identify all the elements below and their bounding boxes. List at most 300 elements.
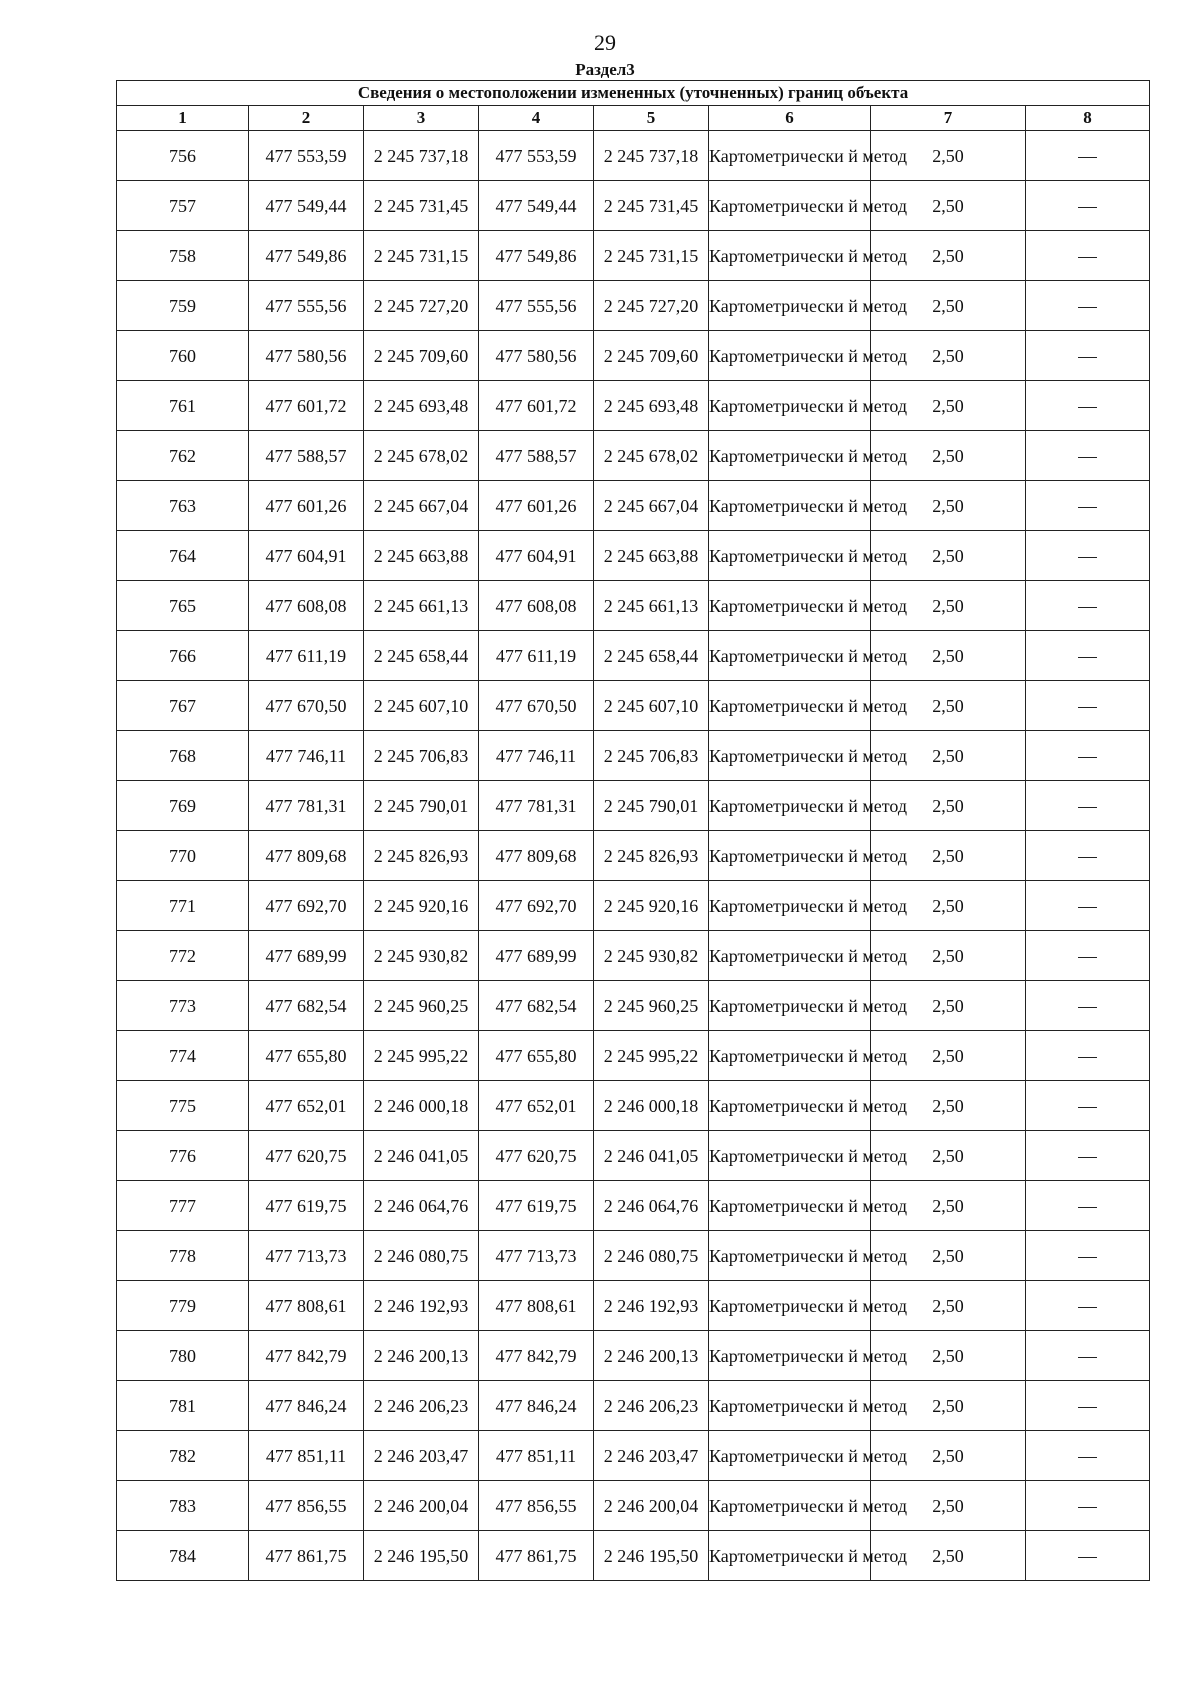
table-row (117, 1431, 1150, 1481)
table-row (117, 581, 1150, 631)
table-row (117, 531, 1150, 581)
method-cell: Картометрически й метод (709, 1031, 871, 1081)
dash-mark (1078, 457, 1097, 458)
method-cell: Картометрически й метод (709, 281, 871, 331)
refined-y-cell: 2 246 203,47 (594, 1431, 709, 1481)
dash-mark (1078, 1057, 1097, 1058)
method-cell: Картометрически й метод (709, 931, 871, 981)
refined-y-cell: 2 245 737,18 (594, 131, 709, 181)
dash-mark (1078, 1207, 1097, 1208)
note-cell (1026, 181, 1150, 231)
existing-x-cell: 477 553,59 (249, 131, 364, 181)
column-number-header: 8 (1026, 106, 1150, 131)
column-number-header: 5 (594, 106, 709, 131)
note-cell (1026, 1031, 1150, 1081)
table-row (117, 831, 1150, 881)
point-number-cell: 768 (117, 731, 249, 781)
table-row (117, 1531, 1150, 1581)
refined-y-cell: 2 245 706,83 (594, 731, 709, 781)
table-row (117, 1031, 1150, 1081)
dash-mark (1078, 857, 1097, 858)
table-row (117, 731, 1150, 781)
refined-x-cell: 477 620,75 (479, 1131, 594, 1181)
table-row (117, 1331, 1150, 1381)
method-cell: Картометрически й метод (709, 431, 871, 481)
existing-y-cell: 2 245 790,01 (364, 781, 479, 831)
point-number-cell: 775 (117, 1081, 249, 1131)
existing-y-cell: 2 246 064,76 (364, 1181, 479, 1231)
note-text (1097, 1146, 1098, 1147)
note-cell (1026, 531, 1150, 581)
method-cell: Картометрически й метод (709, 681, 871, 731)
existing-x-cell: 477 588,57 (249, 431, 364, 481)
note-cell (1026, 881, 1150, 931)
method-cell: Картометрически й метод (709, 781, 871, 831)
dash-mark (1078, 957, 1097, 958)
point-number-cell: 784 (117, 1531, 249, 1581)
method-cell: Картометрически й метод (709, 1181, 871, 1231)
method-cell: Картометрически й метод (709, 1531, 871, 1581)
refined-y-cell: 2 246 064,76 (594, 1181, 709, 1231)
refined-y-cell: 2 245 727,20 (594, 281, 709, 331)
existing-x-cell: 477 808,61 (249, 1281, 364, 1331)
note-cell (1026, 731, 1150, 781)
refined-y-cell: 2 245 661,13 (594, 581, 709, 631)
note-cell (1026, 1331, 1150, 1381)
accuracy-cell: 2,50 (871, 1281, 1026, 1331)
dash-mark (1078, 757, 1097, 758)
existing-x-cell: 477 856,55 (249, 1481, 364, 1531)
existing-y-cell: 2 246 203,47 (364, 1431, 479, 1481)
table-row (117, 281, 1150, 331)
dash-mark (1078, 1457, 1097, 1458)
table-row (117, 181, 1150, 231)
existing-y-cell: 2 245 920,16 (364, 881, 479, 931)
point-number-cell: 764 (117, 531, 249, 581)
point-number-cell: 772 (117, 931, 249, 981)
refined-y-cell: 2 245 663,88 (594, 531, 709, 581)
dash-mark (1078, 557, 1097, 558)
refined-x-cell: 477 601,72 (479, 381, 594, 431)
accuracy-cell: 2,50 (871, 631, 1026, 681)
existing-y-cell: 2 245 960,25 (364, 981, 479, 1031)
refined-x-cell: 477 682,54 (479, 981, 594, 1031)
refined-x-cell: 477 861,75 (479, 1531, 594, 1581)
refined-y-cell: 2 245 731,15 (594, 231, 709, 281)
existing-x-cell: 477 549,44 (249, 181, 364, 231)
note-text (1097, 1446, 1098, 1447)
note-text (1097, 1296, 1098, 1297)
existing-x-cell: 477 670,50 (249, 681, 364, 731)
point-number-cell: 776 (117, 1131, 249, 1181)
refined-y-cell: 2 245 658,44 (594, 631, 709, 681)
note-cell (1026, 481, 1150, 531)
accuracy-cell: 2,50 (871, 1531, 1026, 1581)
dash-mark (1078, 1257, 1097, 1258)
point-number-cell: 769 (117, 781, 249, 831)
point-number-cell: 782 (117, 1431, 249, 1481)
table-body (117, 131, 1150, 1581)
refined-x-cell: 477 746,11 (479, 731, 594, 781)
point-number-cell: 766 (117, 631, 249, 681)
note-cell (1026, 981, 1150, 1031)
note-cell (1026, 131, 1150, 181)
refined-x-cell: 477 851,11 (479, 1431, 594, 1481)
method-cell: Картометрически й метод (709, 331, 871, 381)
note-cell (1026, 1481, 1150, 1531)
accuracy-cell: 2,50 (871, 1031, 1026, 1081)
point-number-cell: 781 (117, 1381, 249, 1431)
existing-y-cell: 2 245 731,15 (364, 231, 479, 281)
column-number-header: 2 (249, 106, 364, 131)
table-row (117, 931, 1150, 981)
existing-x-cell: 477 619,75 (249, 1181, 364, 1231)
table-row (117, 381, 1150, 431)
point-number-cell: 762 (117, 431, 249, 481)
point-number-cell: 759 (117, 281, 249, 331)
note-text (1097, 546, 1098, 547)
refined-x-cell: 477 608,08 (479, 581, 594, 631)
existing-x-cell: 477 601,72 (249, 381, 364, 431)
existing-y-cell: 2 246 200,13 (364, 1331, 479, 1381)
refined-x-cell: 477 580,56 (479, 331, 594, 381)
boundary-coordinates-table (116, 80, 1150, 1581)
note-text (1097, 646, 1098, 647)
method-cell: Картометрически й метод (709, 1131, 871, 1181)
note-text (1097, 1546, 1098, 1547)
note-cell (1026, 1081, 1150, 1131)
point-number-cell: 761 (117, 381, 249, 431)
method-cell: Картометрически й метод (709, 231, 871, 281)
existing-y-cell: 2 246 200,04 (364, 1481, 479, 1531)
note-cell (1026, 1131, 1150, 1181)
refined-x-cell: 477 555,56 (479, 281, 594, 331)
note-text (1097, 296, 1098, 297)
note-text (1097, 1196, 1098, 1197)
refined-x-cell: 477 655,80 (479, 1031, 594, 1081)
dash-mark (1078, 307, 1097, 308)
existing-y-cell: 2 246 206,23 (364, 1381, 479, 1431)
note-text (1097, 496, 1098, 497)
refined-y-cell: 2 246 200,04 (594, 1481, 709, 1531)
existing-x-cell: 477 713,73 (249, 1231, 364, 1281)
dash-mark (1078, 207, 1097, 208)
method-cell: Картометрически й метод (709, 531, 871, 581)
existing-y-cell: 2 246 192,93 (364, 1281, 479, 1331)
accuracy-cell: 2,50 (871, 881, 1026, 931)
existing-x-cell: 477 580,56 (249, 331, 364, 381)
note-text (1097, 1046, 1098, 1047)
point-number-cell: 757 (117, 181, 249, 231)
existing-y-cell: 2 246 041,05 (364, 1131, 479, 1181)
existing-y-cell: 2 245 995,22 (364, 1031, 479, 1081)
method-cell: Картометрически й метод (709, 1231, 871, 1281)
dash-mark (1078, 1507, 1097, 1508)
refined-x-cell: 477 619,75 (479, 1181, 594, 1231)
refined-y-cell: 2 246 206,23 (594, 1381, 709, 1431)
method-cell: Картометрически й метод (709, 1431, 871, 1481)
existing-y-cell: 2 246 000,18 (364, 1081, 479, 1131)
note-cell (1026, 581, 1150, 631)
refined-y-cell: 2 245 995,22 (594, 1031, 709, 1081)
point-number-cell: 774 (117, 1031, 249, 1081)
table-row (117, 1381, 1150, 1431)
refined-y-cell: 2 245 731,45 (594, 181, 709, 231)
dash-mark (1078, 607, 1097, 608)
column-number-header: 4 (479, 106, 594, 131)
existing-y-cell: 2 245 678,02 (364, 431, 479, 481)
method-cell: Картометрически й метод (709, 1081, 871, 1131)
note-text (1097, 996, 1098, 997)
note-text (1097, 696, 1098, 697)
table-row (117, 131, 1150, 181)
note-cell (1026, 331, 1150, 381)
method-cell: Картометрически й метод (709, 381, 871, 431)
refined-x-cell: 477 713,73 (479, 1231, 594, 1281)
note-text (1097, 846, 1098, 847)
dash-mark (1078, 1007, 1097, 1008)
refined-x-cell: 477 809,68 (479, 831, 594, 881)
column-number-header: 6 (709, 106, 871, 131)
refined-x-cell: 477 611,19 (479, 631, 594, 681)
refined-x-cell: 477 846,24 (479, 1381, 594, 1431)
note-cell (1026, 1431, 1150, 1481)
refined-y-cell: 2 246 192,93 (594, 1281, 709, 1331)
dash-mark (1078, 507, 1097, 508)
dash-mark (1078, 1557, 1097, 1558)
point-number-cell: 763 (117, 481, 249, 531)
existing-x-cell: 477 692,70 (249, 881, 364, 931)
existing-x-cell: 477 555,56 (249, 281, 364, 331)
accuracy-cell: 2,50 (871, 431, 1026, 481)
accuracy-cell: 2,50 (871, 1231, 1026, 1281)
existing-x-cell: 477 746,11 (249, 731, 364, 781)
point-number-cell: 770 (117, 831, 249, 881)
refined-x-cell: 477 549,44 (479, 181, 594, 231)
dash-mark (1078, 707, 1097, 708)
existing-y-cell: 2 245 706,83 (364, 731, 479, 781)
method-cell: Картометрически й метод (709, 981, 871, 1031)
point-number-cell: 765 (117, 581, 249, 631)
note-cell (1026, 1531, 1150, 1581)
note-cell (1026, 231, 1150, 281)
existing-y-cell: 2 245 663,88 (364, 531, 479, 581)
point-number-cell: 779 (117, 1281, 249, 1331)
point-number-cell: 756 (117, 131, 249, 181)
existing-x-cell: 477 682,54 (249, 981, 364, 1031)
existing-y-cell: 2 245 658,44 (364, 631, 479, 681)
refined-y-cell: 2 245 930,82 (594, 931, 709, 981)
refined-y-cell: 2 245 667,04 (594, 481, 709, 531)
table-row (117, 331, 1150, 381)
accuracy-cell: 2,50 (871, 1081, 1026, 1131)
note-text (1097, 1096, 1098, 1097)
existing-y-cell: 2 245 826,93 (364, 831, 479, 881)
accuracy-cell: 2,50 (871, 331, 1026, 381)
table-row (117, 1231, 1150, 1281)
existing-x-cell: 477 861,75 (249, 1531, 364, 1581)
method-cell: Картометрически й метод (709, 581, 871, 631)
existing-x-cell: 477 611,19 (249, 631, 364, 681)
note-text (1097, 796, 1098, 797)
note-text (1097, 246, 1098, 247)
existing-x-cell: 477 601,26 (249, 481, 364, 531)
accuracy-cell: 2,50 (871, 381, 1026, 431)
existing-x-cell: 477 604,91 (249, 531, 364, 581)
dash-mark (1078, 157, 1097, 158)
refined-x-cell: 477 588,57 (479, 431, 594, 481)
note-cell (1026, 781, 1150, 831)
dash-mark (1078, 407, 1097, 408)
refined-x-cell: 477 689,99 (479, 931, 594, 981)
refined-x-cell: 477 692,70 (479, 881, 594, 931)
note-text (1097, 1496, 1098, 1497)
accuracy-cell: 2,50 (871, 1181, 1026, 1231)
dash-mark (1078, 807, 1097, 808)
table-row (117, 631, 1150, 681)
existing-x-cell: 477 809,68 (249, 831, 364, 881)
existing-x-cell: 477 652,01 (249, 1081, 364, 1131)
refined-y-cell: 2 245 960,25 (594, 981, 709, 1031)
point-number-cell: 783 (117, 1481, 249, 1531)
note-cell (1026, 1231, 1150, 1281)
refined-y-cell: 2 246 195,50 (594, 1531, 709, 1581)
table-caption: Сведения о местоположении измененных (уточненных) границ объекта (117, 81, 1150, 106)
refined-x-cell: 477 808,61 (479, 1281, 594, 1331)
existing-x-cell: 477 851,11 (249, 1431, 364, 1481)
accuracy-cell: 2,50 (871, 1431, 1026, 1481)
table-row (117, 1481, 1150, 1531)
existing-y-cell: 2 245 727,20 (364, 281, 479, 331)
dash-mark (1078, 1357, 1097, 1358)
refined-y-cell: 2 246 000,18 (594, 1081, 709, 1131)
refined-y-cell: 2 245 790,01 (594, 781, 709, 831)
refined-x-cell: 477 842,79 (479, 1331, 594, 1381)
method-cell: Картометрически й метод (709, 631, 871, 681)
existing-x-cell: 477 846,24 (249, 1381, 364, 1431)
note-cell (1026, 931, 1150, 981)
existing-x-cell: 477 549,86 (249, 231, 364, 281)
table-row (117, 681, 1150, 731)
refined-x-cell: 477 856,55 (479, 1481, 594, 1531)
note-text (1097, 446, 1098, 447)
point-number-cell: 767 (117, 681, 249, 731)
accuracy-cell: 2,50 (871, 981, 1026, 1031)
table-row (117, 781, 1150, 831)
point-number-cell: 778 (117, 1231, 249, 1281)
existing-x-cell: 477 620,75 (249, 1131, 364, 1181)
accuracy-cell: 2,50 (871, 781, 1026, 831)
note-text (1097, 1246, 1098, 1247)
column-number-row (117, 106, 1150, 131)
refined-y-cell: 2 245 709,60 (594, 331, 709, 381)
note-text (1097, 946, 1098, 947)
note-text (1097, 896, 1098, 897)
note-text (1097, 746, 1098, 747)
table-row (117, 881, 1150, 931)
table-row (117, 231, 1150, 281)
accuracy-cell: 2,50 (871, 231, 1026, 281)
note-cell (1026, 281, 1150, 331)
method-cell: Картометрически й метод (709, 731, 871, 781)
table-row (117, 981, 1150, 1031)
note-text (1097, 1346, 1098, 1347)
column-number-header: 1 (117, 106, 249, 131)
method-cell: Картометрически й метод (709, 1481, 871, 1531)
existing-y-cell: 2 245 930,82 (364, 931, 479, 981)
refined-x-cell: 477 670,50 (479, 681, 594, 731)
note-text (1097, 1396, 1098, 1397)
refined-y-cell: 2 245 826,93 (594, 831, 709, 881)
column-number-header: 3 (364, 106, 479, 131)
refined-y-cell: 2 246 080,75 (594, 1231, 709, 1281)
dash-mark (1078, 1307, 1097, 1308)
method-cell: Картометрически й метод (709, 881, 871, 931)
refined-y-cell: 2 245 920,16 (594, 881, 709, 931)
accuracy-cell: 2,50 (871, 1331, 1026, 1381)
method-cell: Картометрически й метод (709, 181, 871, 231)
method-cell: Картометрически й метод (709, 831, 871, 881)
refined-y-cell: 2 245 607,10 (594, 681, 709, 731)
existing-y-cell: 2 245 661,13 (364, 581, 479, 631)
table-row (117, 431, 1150, 481)
accuracy-cell: 2,50 (871, 281, 1026, 331)
note-cell (1026, 1281, 1150, 1331)
note-cell (1026, 681, 1150, 731)
page-number: 29 (594, 30, 616, 55)
existing-x-cell: 477 781,31 (249, 781, 364, 831)
refined-y-cell: 2 246 200,13 (594, 1331, 709, 1381)
method-cell: Картометрически й метод (709, 131, 871, 181)
refined-y-cell: 2 245 678,02 (594, 431, 709, 481)
refined-x-cell: 477 549,86 (479, 231, 594, 281)
existing-y-cell: 2 245 737,18 (364, 131, 479, 181)
dash-mark (1078, 357, 1097, 358)
accuracy-cell: 2,50 (871, 1481, 1026, 1531)
method-cell: Картометрически й метод (709, 1281, 871, 1331)
point-number-cell: 771 (117, 881, 249, 931)
point-number-cell: 780 (117, 1331, 249, 1381)
accuracy-cell: 2,50 (871, 581, 1026, 631)
note-text (1097, 146, 1098, 147)
point-number-cell: 773 (117, 981, 249, 1031)
note-text (1097, 596, 1098, 597)
table-row (117, 1081, 1150, 1131)
existing-x-cell: 477 842,79 (249, 1331, 364, 1381)
accuracy-cell: 2,50 (871, 1381, 1026, 1431)
note-cell (1026, 431, 1150, 481)
accuracy-cell: 2,50 (871, 1131, 1026, 1181)
method-cell: Картометрически й метод (709, 1331, 871, 1381)
accuracy-cell: 2,50 (871, 181, 1026, 231)
existing-x-cell: 477 655,80 (249, 1031, 364, 1081)
table-row (117, 481, 1150, 531)
refined-x-cell: 477 652,01 (479, 1081, 594, 1131)
existing-x-cell: 477 689,99 (249, 931, 364, 981)
dash-mark (1078, 1107, 1097, 1108)
point-number-cell: 758 (117, 231, 249, 281)
method-cell: Картометрически й метод (709, 1381, 871, 1431)
accuracy-cell: 2,50 (871, 531, 1026, 581)
dash-mark (1078, 1157, 1097, 1158)
section-title: Раздел3 (575, 60, 635, 79)
column-number-header: 7 (871, 106, 1026, 131)
table-row (117, 1281, 1150, 1331)
table-row (117, 1131, 1150, 1181)
accuracy-cell: 2,50 (871, 931, 1026, 981)
dash-mark (1078, 657, 1097, 658)
accuracy-cell: 2,50 (871, 481, 1026, 531)
